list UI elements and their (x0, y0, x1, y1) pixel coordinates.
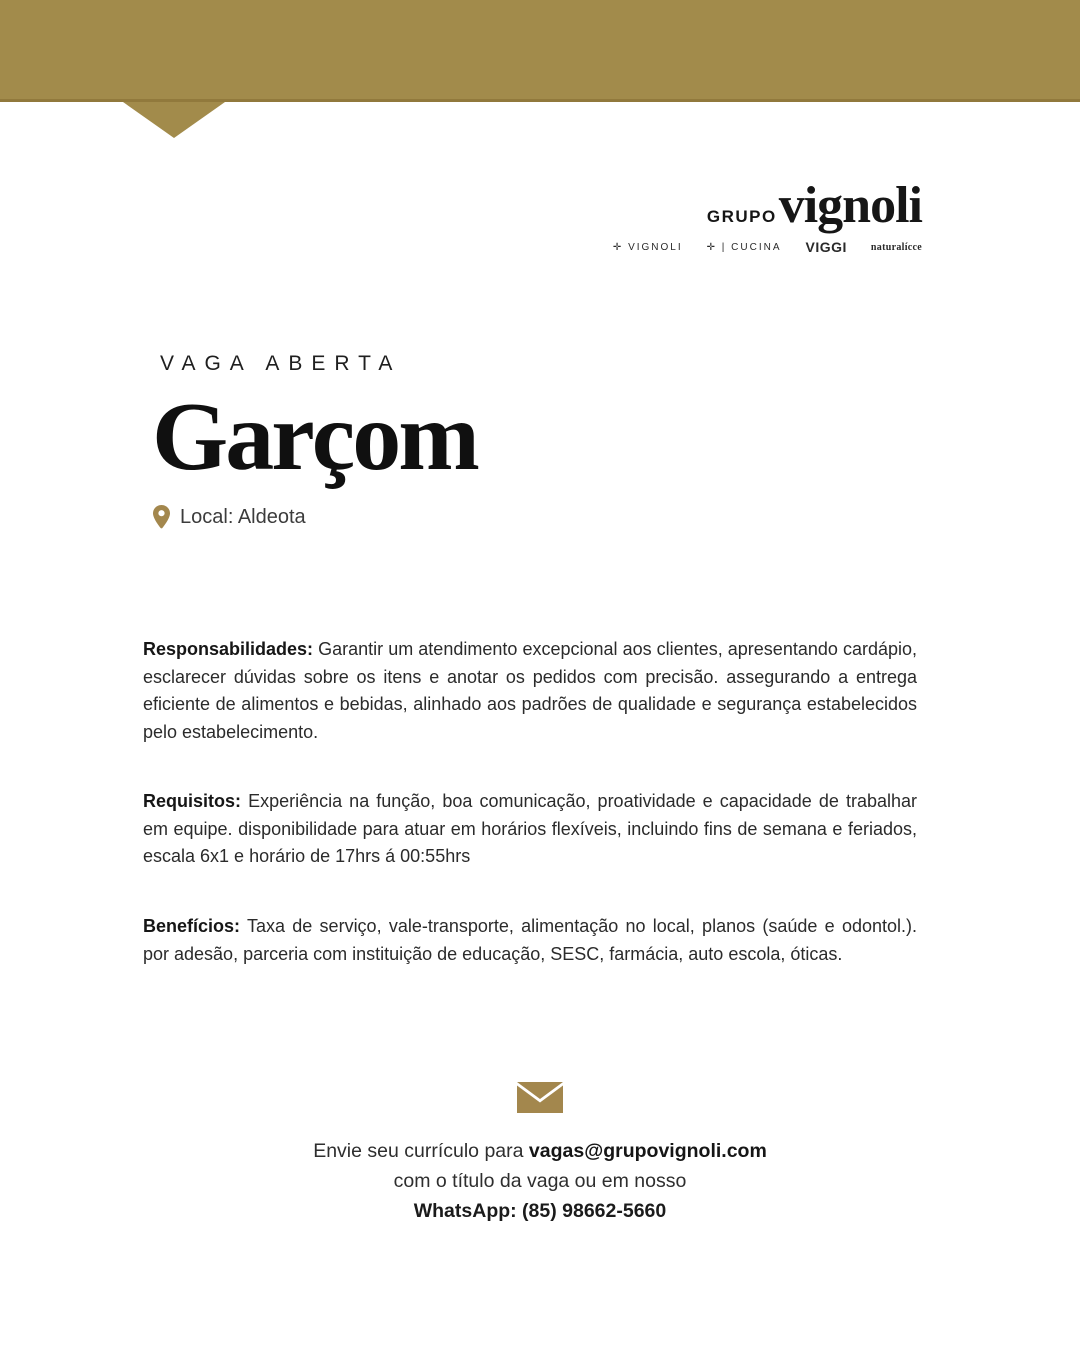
section-label: Requisitos: (143, 791, 242, 811)
brand-vignoli: ✛ VIGNOLI (612, 241, 683, 253)
logo-wordmark-row (613, 177, 922, 234)
location-pin-icon (153, 505, 170, 529)
location-label: Local: Aldeota (180, 505, 306, 528)
contact-instruction-line: com o título da vaga ou em nosso (393, 1170, 687, 1192)
banner-notch-triangle (123, 102, 225, 138)
job-title: Garçom (152, 383, 477, 491)
top-banner (0, 0, 1080, 102)
brand-naturalicce: naturalícce (870, 241, 922, 253)
contact-email-line (0, 1136, 1080, 1166)
brand-cucina: ✛ | CUCINA (706, 241, 782, 253)
section-beneficios (143, 913, 917, 968)
logo-wordmark: vignoli (778, 177, 922, 234)
section-text: Taxa de serviço, vale-transporte, alimentação no local, planos (saúde e odontol.). por adesão, parceria com instituição de educação, SESC, farmácia, auto escola, óticas. (143, 916, 917, 964)
location-row (153, 505, 306, 529)
section-requisitos (143, 788, 917, 871)
section-text: Garantir um atendimento excepcional aos clientes, apresentando cardápio, esclarecer dúvidas sobre os itens e anotar os pedidos com precisão. assegurando a entrega eficiente de alimentos e bebidas, alinhado aos padrões de qualidade e segurança estabelecidos pelo estabelecimento. (143, 639, 917, 742)
logo-subbrands-row (613, 240, 922, 254)
brand-viggi: VIGGI (805, 239, 847, 255)
section-responsabilidades (143, 636, 917, 746)
contact-email: vagas@grupovignoli.com (528, 1140, 767, 1162)
envelope-icon (517, 1082, 563, 1113)
contact-email-prefix: Envie seu currículo para (313, 1140, 529, 1162)
section-label: Benefícios: (143, 916, 241, 936)
contact-footer (0, 1082, 1080, 1226)
logo-grupo-label: GRUPO (706, 207, 777, 226)
contact-whatsapp-line: WhatsApp: (85) 98662-5660 (413, 1200, 667, 1222)
vacancy-eyebrow: VAGA ABERTA (160, 352, 402, 375)
section-text: Experiência na função, boa comunicação, proatividade e capacidade de trabalhar em equipe. disponibilidade para atuar em horários flexíveis, incluindo fins de semana e feriados, escala 6x1 e horário de 17hrs á 00:55hrs (143, 791, 917, 866)
section-label: Responsabilidades: (143, 639, 314, 659)
logo-block (612, 177, 922, 255)
